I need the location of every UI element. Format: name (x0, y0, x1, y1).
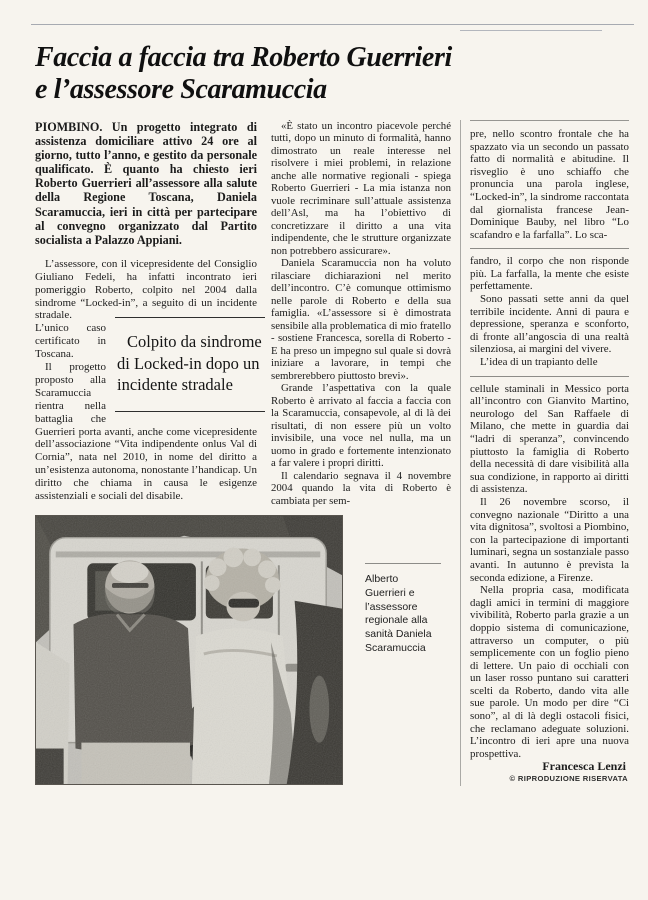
paragraph: Daniela Scaramuccia non ha voluto rilasciare dichiarazioni nel merito dell’incontro. C’è comunque ottimismo nelle parole di Roberto e della sua famiglia. «L’assessore si è dimostrata sensibile alla problematica di mio fratello - sostiene Francesca, sorella di Roberto - E ha preso un impegno sul quale si dovrà iniziare a lavorare, in tempi che sembrerebbero piuttosto brevi». (271, 257, 451, 382)
paragraph: fandro, il corpo che non risponde più. La farfalla, la mente che esiste perfettamente. (470, 255, 629, 293)
column-1 (35, 119, 262, 508)
article-photo (35, 515, 343, 785)
top-rule (31, 24, 634, 25)
columns-left (35, 120, 451, 508)
paragraph-text: stradale. L’unico caso certificato in Toscana. (35, 309, 106, 361)
top-rule-short (460, 30, 602, 31)
paragraph: Il progetto proposto alla Scaramuccia rientra nella battaglia che Guerrieri porta avanti, anche come vicepresidente dell’associazione “Vita indipendente onlus Val di Cornia”, nata nel 2010, in nome del diritto a un’esistenza autonoma, nonostante l’handicap. Un diritto che chiama in causa le esigenze assistenziali e sociali del disabile. (35, 361, 257, 503)
column-3 (470, 120, 629, 786)
paragraph: Grande l’aspettativa con la quale Roberto è arrivato al faccia a faccia con la Scaramuccia, consapevole, al di là dei risultati, di non essere più un volto invisibile, una voce nel nulla, ma un uomo in grado e fortemente intenzionato a far valere i propri diritti. (271, 382, 451, 470)
headline-line-1: Faccia a faccia tra Roberto Guerrieri (35, 42, 452, 73)
photo-caption: Alberto Guerrieri e l’assessore regionale alla sanità Daniela Scaramuccia (365, 573, 432, 654)
copyright-notice: © RIPRODUZIONE RISERVATA (509, 774, 628, 784)
paragraph: pre, nello scontro frontale che ha spazzato via un secondo un passato fatto di normalità e abitudine. Il risveglio è uno schiaffo che pronuncia una parola inglese, “Locked-in”, la sindrome raccontata dal giornalista francese Jean-Dominique Bauby, nel libro “Lo scafandro e la farfalla”. Lo sca- (470, 127, 629, 241)
paragraph: Nella propria casa, modificata dagli amici in termini di maggiore vivibilità, Roberto parla grazie a un doppio sistema di comunicazione, attraverso un computer, o più semplicemente con un foglio pieno di lettere. Un paio di occhiali con un laser rosso puntano sui caratteri scelti da Roberto, dando vita alle sue parole. Un modo per dire “Ci sono”, al di là degli ostacoli fisici, che reclamano adeguate soluzioni. L’incontro di ieri apre una nuova prospettiva. (470, 584, 629, 760)
column-3-wrapper (460, 120, 629, 786)
left-area (35, 120, 451, 786)
header-rules (35, 20, 628, 34)
article-body (35, 120, 628, 786)
pull-quote: Colpito da sindrome di Locked-in dopo un incidente stradale (115, 317, 265, 411)
paragraph: Sono passati sette anni da quel terribile incidente. Anni di paura e depressione, speranza e sconforto, di fronte all’angoscia di una realtà silenziosa, ai margini del vivere. (470, 293, 629, 356)
paragraph-text: L’assessore, con il vicepresidente del Consiglio Giuliano Fedeli, ha infatti incontrato ieri pomeriggio Roberto, colpito nel 2004 dalla sindrome “Locked-in”, a seguito di un incidente (35, 257, 257, 309)
byline: Francesca Lenzi (542, 759, 626, 774)
column-2 (271, 120, 451, 508)
photo-illustration (36, 516, 342, 784)
caption-rule (365, 563, 441, 564)
article-headline (35, 42, 628, 107)
paragraph: cellule staminali in Messico porta all’incontro con Gianvito Martino, neurologo del San Raffaele di Milano, che mette in guardia dai “ladri di speranza”, convincendo piuttosto la famiglia di Roberto della necessità di dare visibilità alla sua condizione, in rapporto ai diritti di assistenza. (470, 382, 629, 496)
leg-divider-rule (470, 248, 629, 249)
caption-block (365, 563, 441, 785)
headline-line-2: e l’assessore Scaramuccia (35, 74, 327, 106)
paragraph: «È stato un incontro piacevole perché tutti, dopo un minuto di formalità, hanno dimostrato un reale interesse nel risolvere i miei problemi, in relazione anche alle normative regionali - spiega Roberto Guerrieri - La mia istanza non vuole recriminare sull’attuale assistenza dell’Asl, ma ha l’obiettivo di concretizzare il diritto a una vita indipendente, che le strutture organizzate non potrebbero assicurare». (271, 119, 451, 257)
photo-row (35, 515, 451, 785)
paragraph: L’idea di un trapianto delle (480, 356, 598, 369)
paragraph: Il 26 novembre scorso, il convegno nazionale “Diritto a una vita dignitosa”, svoltosi a Piombino, con la partecipazione di importanti luminari, segna un sostanziale passo avanti. In autunno è prevista la seconda edizione, a Firenze. (470, 495, 629, 584)
paragraph: Il calendario segnava il 4 novembre 2004 quando la vita di Roberto è cambiata per sem- (271, 469, 451, 507)
lead-paragraph: PIOMBINO. Un progetto integrato di assistenza domiciliare attivo 24 ore al giorno, tutto l’anno, e gestito da personale qualificato. È quanto ha chiesto ieri Roberto Guerrieri all’assessore alla salute della Regione Toscana, Daniela Scaramuccia, ieri in città per partecipare al convegno organizzato dal Partito socialista a Palazzo Appiani. (35, 119, 257, 247)
leg-divider-rule (470, 376, 629, 377)
paragraph (35, 257, 262, 395)
